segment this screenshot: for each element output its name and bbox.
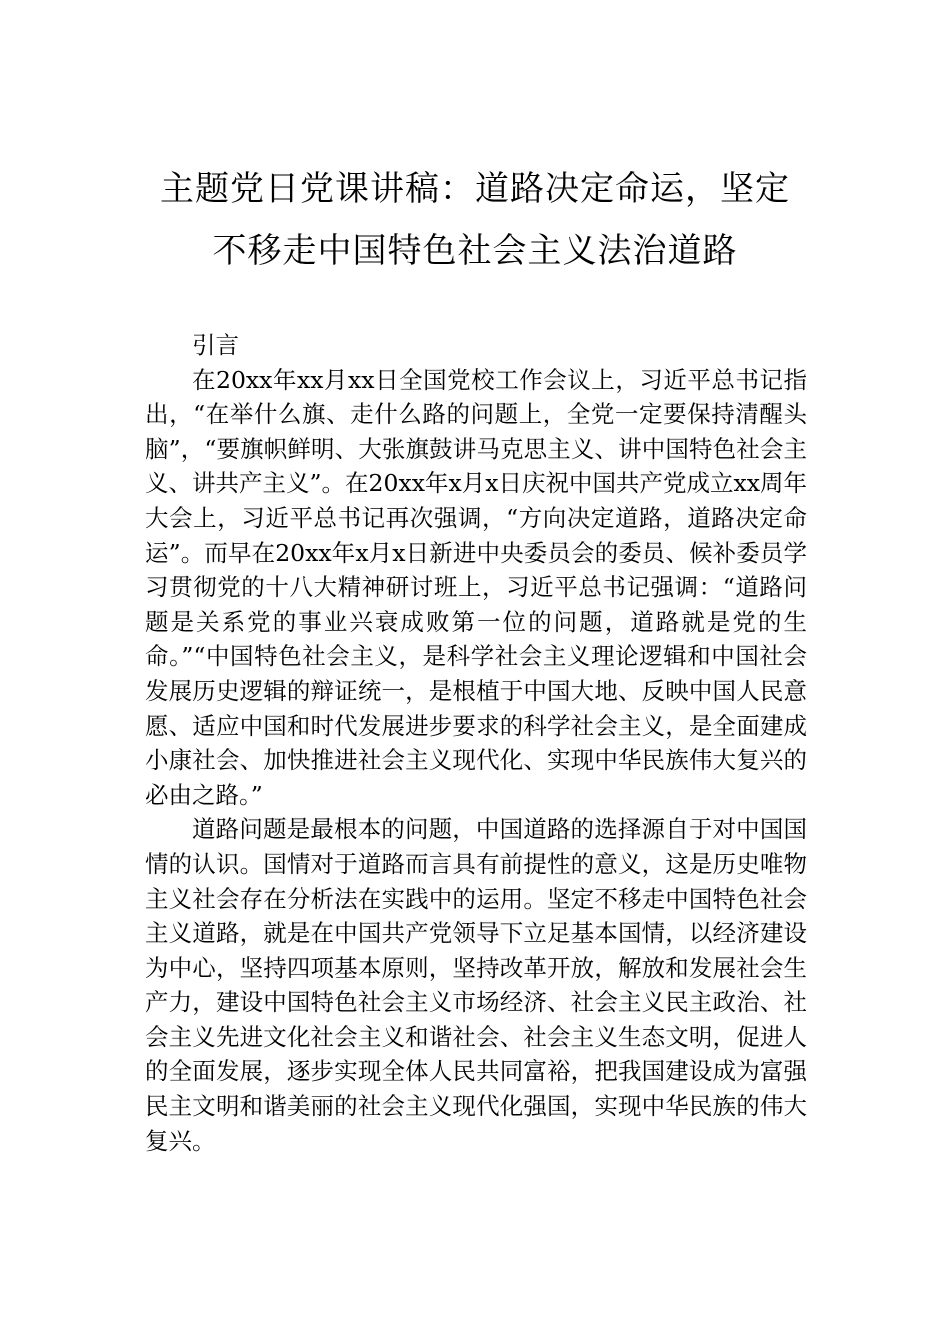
document-title [140, 158, 810, 282]
section-heading: 引言 [192, 331, 239, 359]
paragraph-2: 道路问题是最根本的问题，中国道路的选择源自于对中国国情的认识。国情对于道路而言具有前提性的意义，这是历史唯物主义社会存在分析法在实践中的运用。坚定不移走中国特色社会主义道路，就是在中国共产党领导下立足基本国情，以经济建设为中心，坚持四项基本原则，坚持改革开放，解放和发展社会生产力，建设中国特色社会主义市场经济、社会主义民主政治、社会主义先进文化社会主义和谐社会、社会主义生态文明，促进人的全面发展，逐步实现全体人民共同富裕，把我国建设成为富强民主文明和谐美丽的社会主义现代化强国，实现中华民族的伟大复兴。 [145, 815, 807, 1155]
paragraph-1: 在20xx年xx月xx日全国党校工作会议上，习近平总书记指出，“在举什么旗、走什么路的问题上，全党一定要保持清醒头脑”，“要旗帜鲜明、大张旗鼓讲马克思主义、讲中国特色社会主义、讲共产主义”。在20xx年x月x日庆祝中国共产党成立xx周年大会上，习近平总书记再次强调，“方向决定道路，道路决定命运”。而早在20xx年x月x日新进中央委员会的委员、候补委员学习贯彻党的十八大精神研讨班上，习近平总书记强调：“道路问题是关系党的事业兴衰成败第一位的问题，道路就是党的生命。”“中国特色社会主义，是科学社会主义理论逻辑和中国社会发展历史逻辑的辩证统一，是根植于中国大地、反映中国人民意愿、适应中国和时代发展进步要求的科学社会主义，是全面建成小康社会、加快推进社会主义现代化、实现中华民族伟大复兴的必由之路。” [145, 365, 807, 809]
title-line-2: 不移走中国特色社会主义法治道路 [212, 231, 738, 271]
title-line-1: 主题党日党课讲稿：道路决定命运，坚定 [160, 169, 790, 209]
document-body [145, 328, 807, 1158]
